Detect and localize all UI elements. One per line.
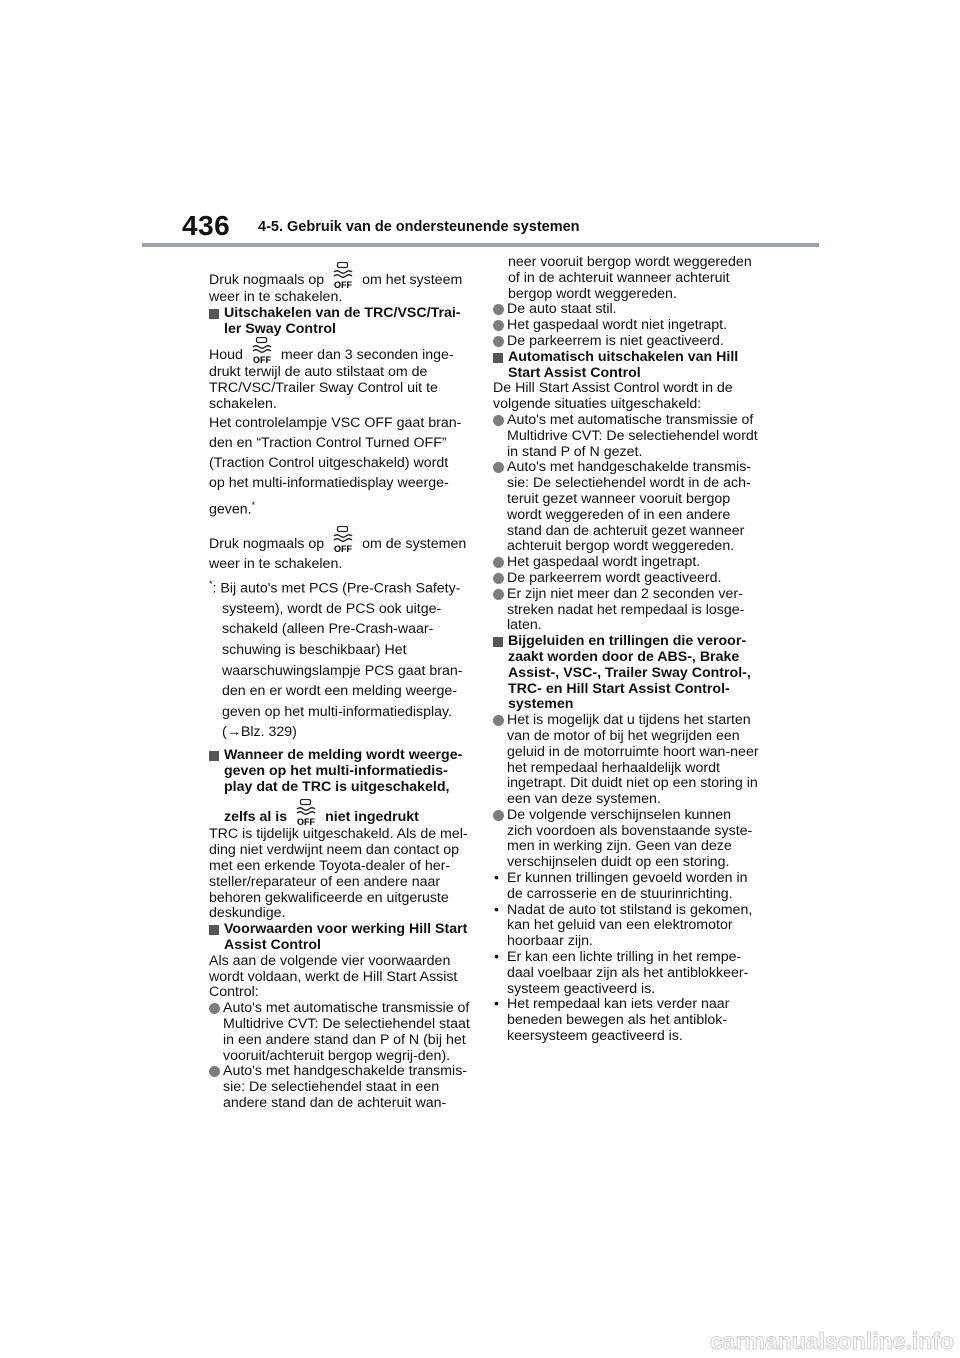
watermark xyxy=(616,1328,956,1354)
bullet-dot xyxy=(493,415,504,426)
paragraph-hold-button: Houd OFF meer dan 3 seconden inge-drukt terwijl de auto stilstaat om de TRC/VSC/Trailer Sway Control uit te schakelen. xyxy=(209,337,471,412)
paragraph-reactivate: Druk nogmaals op OFF om het systeem weer in te schakelen. xyxy=(209,262,471,306)
square-bullet xyxy=(209,309,219,319)
list-item: Er zijn niet meer dan 2 seconden ver-streken nadat het rempedaal is losge-laten. xyxy=(493,587,759,634)
bullet-dot xyxy=(493,589,504,600)
list-item: De parkeerrem wordt geactiveerd. xyxy=(493,571,759,587)
vsc-off-icon xyxy=(249,337,275,365)
square-bullet xyxy=(209,751,219,761)
bullet-dot xyxy=(493,573,504,584)
svg-text:OFF: OFF xyxy=(334,543,353,554)
footnote: *: Bij auto's met PCS (Pre-Crash Safety- systeem), wordt de PCS ook uitge- schakeld (alleen Pre-Crash-waar- schuwing is beschikbaar) Het waarschuwingslampje PCS gaat bran- den en er wordt een melding weerge- geven op het multi-informatiedisplay. (→Blz. 329) xyxy=(209,574,471,743)
list-item: De auto staat stil. xyxy=(493,302,759,318)
heading-hill-start-conditions: Voorwaarden voor werking Hill Start Assist Control xyxy=(209,922,471,954)
square-bullet xyxy=(493,353,503,363)
header-rule xyxy=(142,243,819,247)
list-item: Het gaspedaal wordt ingetrapt. xyxy=(493,555,759,571)
dash-item: • Er kan een lichte trilling in het rempe-daal voelbaar zijn als het antiblokkeer-systeem geactiveerd is. xyxy=(494,949,749,997)
right-column xyxy=(493,255,759,1045)
page-number: 436 xyxy=(182,210,231,241)
heading-trc-vsc-off: Uitschakelen van de TRC/VSC/Trai-ler Sway Control xyxy=(209,306,471,338)
paragraph-conditions-intro: Als aan de volgende vier voorwaarden wordt voldaan, werkt de Hill Start Assist Control: xyxy=(209,952,458,1001)
bullet-dot xyxy=(209,1066,220,1077)
svg-text:OFF: OFF xyxy=(252,355,271,366)
square-bullet xyxy=(209,925,219,935)
bullet-dot xyxy=(493,304,504,315)
heading-noises-vibrations: Bijgeluiden en trillingen die veroor-zaakt worden door de ABS-, Brake Assist-, VSC-, Trailer Sway Control-, TRC- en Hill Start Assist Control-systemen xyxy=(493,634,759,713)
paragraph-continued: neer vooruit bergop wordt weggereden of in de achteruit wanneer achteruit bergop wordt weggereden. xyxy=(508,254,752,302)
svg-text:OFF: OFF xyxy=(334,280,353,290)
bullet-dot xyxy=(209,1003,220,1014)
page-reference: (→Blz. 329) xyxy=(222,724,297,741)
list-item: Auto's met handgeschakelde transmis-sie: De selectiehendel staat in een andere stand dan de achteruit wan- xyxy=(209,1064,471,1111)
list-item: Het gaspedaal wordt niet ingetrapt. xyxy=(493,318,759,334)
list-item: Het is mogelijk dat u tijdens het starten van de motor of bij het wegrijden een geluid in de motorruimte hoort wan-neer het rempedaal herhaaldelijk wordt ingetrapt. Dit duidt niet op een storing in een van deze systemen. xyxy=(493,713,759,808)
list-item: De parkeerrem is niet geactiveerd. xyxy=(493,334,759,350)
list-item: Auto's met automatische transmissie of Multidrive CVT: De selectiehendel wordt in stand P of N gezet. xyxy=(493,413,759,460)
bullet-dot xyxy=(493,557,504,568)
bullet-dot xyxy=(493,715,504,726)
bullet-dot xyxy=(493,462,504,473)
square-bullet xyxy=(493,637,503,647)
paragraph-trc-temporary: TRC is tijdelijk uitgeschakeld. Als de mel-ding niet verdwijnt neem dan contact op met een erkende Toyota-dealer of her-steller/reparateur of een andere naar behoren gekwalificeerde en uitgeruste deskundige. xyxy=(209,826,468,922)
heading-trc-message: Wanneer de melding wordt weerge-geven op het multi-informatiedis-play dat de TRC is uitgeschakeld, zelfs al is OFF niet ingedrukt xyxy=(209,748,471,827)
paragraph-indicator: Het controlelampje VSC OFF gaat bran- den en “Traction Control Turned OFF” (Traction Control uitgeschakeld) wordt op het multi-informatiedisplay weerge- geven.* xyxy=(209,414,462,518)
dash-item: • Nadat de auto tot stilstand is gekomen, kan het geluid van een elektromotor hoorbaar zijn. xyxy=(494,901,753,950)
dash-item: • Het rempedaal kan iets verder naar beneden bewegen als het antiblok-keersysteem geactiveerd is. xyxy=(494,996,730,1045)
list-item: Auto's met handgeschakelde transmis-sie: De selectiehendel wordt in de ach-teruit gezet wanneer vooruit bergop wordt weggereden of in een andere stand dan de achteruit gezet wanneer achteruit bergop wordt weggereden. xyxy=(493,460,759,555)
left-column xyxy=(209,262,471,1112)
list-item: Auto's met automatische transmissie of Multidrive CVT: De selectiehendel staat in een andere stand dan P of N (bij het vooruit/achteruit bergop wegrij-den). xyxy=(209,1001,471,1064)
section-title: 4-5. Gebruik van de ondersteunende systemen xyxy=(258,219,580,235)
bullet-dot xyxy=(493,810,504,821)
svg-text:OFF: OFF xyxy=(297,817,316,828)
svg-text:carmanualsonline.info: carmanualsonline.info xyxy=(709,1328,954,1354)
paragraph-disable-intro: De Hill Start Assist Control wordt in de volgende situaties uitgeschakeld: xyxy=(493,380,733,413)
vsc-off-icon xyxy=(330,526,356,554)
vsc-off-icon xyxy=(330,262,356,290)
bullet-dot xyxy=(493,320,504,331)
dash-item: • Er kunnen trillingen gevoeld worden in de carrosserie en de stuurinrichting. xyxy=(494,870,748,902)
paragraph-reenable: Druk nogmaals op OFF om de systemen weer in te schakelen. xyxy=(209,526,471,574)
list-item: De volgende verschijnselen kunnen zich voordoen als bovenstaande syste-men in werking zijn. Geen van deze verschijnselen duidt op een storing. xyxy=(493,808,759,871)
bullet-dot xyxy=(493,336,504,347)
heading-auto-disable: Automatisch uitschakelen van Hill Start Assist Control xyxy=(493,350,759,382)
vsc-off-icon xyxy=(293,799,319,827)
